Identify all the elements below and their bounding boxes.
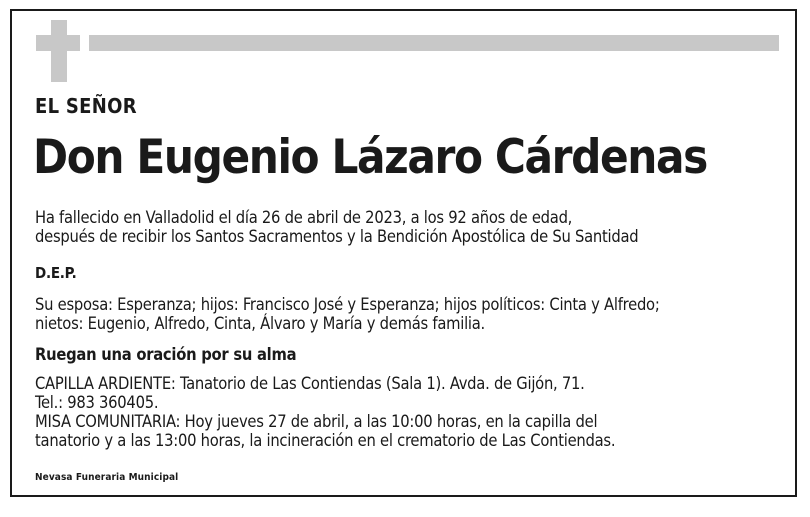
details-line: Tel.: 983 360405. xyxy=(35,393,159,412)
death-announcement xyxy=(35,208,638,246)
details-line: CAPILLA ARDIENTE: Tanatorio de Las Contiendas (Sala 1). Avda. de Gijón, 71. xyxy=(35,374,585,393)
service-details xyxy=(35,374,615,450)
family-line: Su esposa: Esperanza; hijos: Francisco José y Esperanza; hijos políticos: Cinta y Alfredo; xyxy=(35,295,660,314)
details-line: MISA COMUNITARIA: Hoy jueves 27 de abril, a las 10:00 horas, en la capilla del xyxy=(35,412,598,431)
family-list xyxy=(35,295,660,333)
announcement-line: Ha fallecido en Valladolid el día 26 de abril de 2023, a los 92 años de edad, xyxy=(35,208,573,227)
announcement-line: después de recibir los Santos Sacramentos y la Bendición Apostólica de Su Santidad xyxy=(35,227,639,246)
deceased-name: Don Eugenio Lázaro Cárdenas xyxy=(33,130,707,185)
dep-label: D.E.P. xyxy=(35,264,77,282)
family-line: nietos: Eugenio, Alfredo, Cinta, Álvaro y María y demás familia. xyxy=(35,314,485,333)
details-line: tanatorio y a las 13:00 horas, la incineración en el crematorio de Las Contiendas. xyxy=(35,431,616,450)
prayer-request: Ruegan una oración por su alma xyxy=(35,345,297,364)
header-rule xyxy=(89,35,779,51)
cross-icon xyxy=(51,20,67,82)
funeral-home-credit: Nevasa Funeraria Municipal xyxy=(35,472,179,483)
cross-icon-arm xyxy=(36,35,80,51)
honorific: EL SEÑOR xyxy=(35,94,137,118)
